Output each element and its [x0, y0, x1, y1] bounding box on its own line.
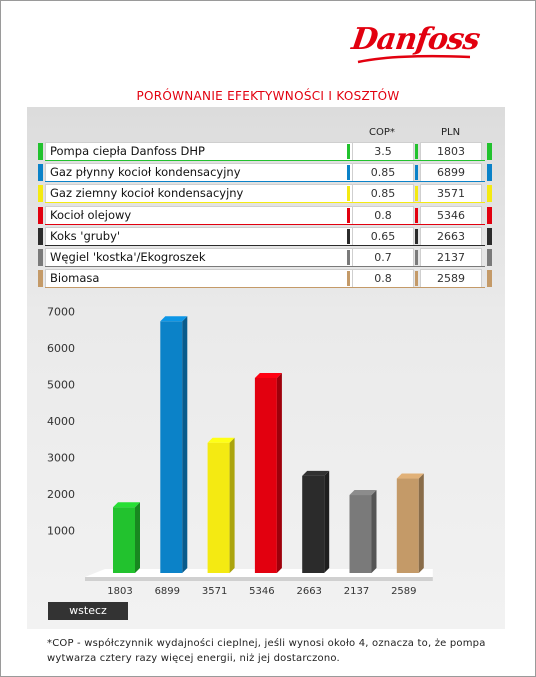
row-name: Kocioł olejowy	[50, 207, 132, 222]
y-tick-label: 4000	[47, 415, 75, 429]
row-pln-value: 2137	[437, 251, 465, 264]
row-underline	[45, 181, 485, 182]
x-tick-label: 2589	[391, 586, 417, 595]
row-color-marker	[487, 143, 492, 160]
row-color-marker	[487, 270, 492, 287]
bar-side	[324, 471, 329, 573]
row-cop-value: 0.8	[374, 208, 392, 222]
bar	[350, 495, 372, 573]
logo-swash-icon	[356, 54, 472, 64]
table-row	[36, 184, 497, 203]
bar	[160, 321, 182, 573]
x-tick-label: 3571	[201, 586, 228, 595]
row-underline	[45, 266, 485, 267]
bar-side	[135, 502, 140, 573]
bar-side	[277, 373, 282, 573]
chart-floor-edge	[85, 577, 433, 581]
row-name: Gaz ziemny kocioł kondensacyjny	[50, 186, 244, 201]
table-row	[36, 206, 497, 225]
row-name: Koks 'gruby'	[50, 228, 121, 243]
row-cop-value: 3.5	[374, 145, 392, 158]
bar	[397, 479, 419, 573]
bar-side	[230, 438, 235, 573]
table-row	[36, 163, 497, 182]
row-pln-value: 3571	[437, 187, 465, 201]
row-color-marker	[38, 185, 43, 202]
column-header-pln: PLN	[441, 127, 461, 138]
table-row	[36, 227, 497, 246]
row-color-marker	[487, 228, 492, 245]
row-color-marker	[415, 186, 418, 201]
row-name: Pompa ciepła Danfoss DHP	[50, 144, 205, 158]
row-name: Biomasa	[50, 271, 100, 286]
row-color-marker	[38, 207, 43, 224]
bar	[255, 378, 277, 573]
row-color-marker	[415, 165, 418, 180]
y-tick-label: 2000	[47, 488, 75, 502]
y-tick-label: 1000	[47, 524, 75, 538]
row-color-marker	[347, 250, 350, 265]
x-tick-label: 5346	[249, 586, 275, 595]
row-color-marker	[487, 185, 492, 202]
row-color-marker	[38, 164, 43, 181]
row-cop-value: 0.65	[370, 229, 396, 243]
back-button[interactable]: wstecz	[48, 602, 128, 620]
row-pln-value: 2589	[437, 272, 465, 286]
row-color-marker	[487, 249, 492, 266]
x-tick-label: 1803	[107, 586, 133, 595]
x-tick-label: 6899	[154, 586, 181, 595]
page-title: PORÓWNANIE EFEKTYWNOŚCI I KOSZTÓW	[136, 89, 400, 103]
row-color-marker	[347, 165, 350, 180]
row-color-marker	[347, 229, 350, 244]
row-cop-value: 0.8	[374, 272, 392, 286]
danfoss-logo: Danfoss	[349, 22, 482, 57]
row-cop-value: 0.7	[374, 251, 392, 264]
bar	[208, 443, 230, 573]
row-color-marker	[415, 229, 418, 244]
y-tick-label: 6000	[47, 342, 75, 356]
row-color-marker	[347, 271, 350, 286]
x-tick-label: 2137	[343, 586, 370, 595]
row-pln-value: 2663	[437, 229, 465, 243]
row-color-marker	[38, 249, 43, 266]
bar	[302, 476, 324, 573]
row-name: Gaz płynny kocioł kondensacyjny	[50, 165, 241, 180]
row-color-marker	[347, 186, 350, 201]
y-tick-label: 5000	[47, 378, 75, 392]
bar	[113, 507, 135, 573]
bar-side	[419, 474, 424, 573]
row-color-marker	[38, 228, 43, 245]
row-color-marker	[415, 271, 418, 286]
row-pln-value: 6899	[437, 166, 465, 180]
row-underline	[45, 224, 485, 225]
column-header-cop: COP*	[369, 127, 395, 138]
row-cop-value: 0.85	[370, 187, 396, 201]
y-tick-label: 3000	[47, 451, 75, 465]
bar-side	[372, 490, 377, 573]
row-cop-value: 0.85	[370, 166, 396, 180]
row-color-marker	[347, 208, 350, 223]
row-color-marker	[415, 144, 418, 159]
cop-footnote: *COP - współczynnik wydajności cieplnej, jeśli wynosi około 4, oznacza to, że pompa wytwarza cztery razy więcej energii, niż jej dostarczono.	[47, 638, 486, 664]
row-color-marker	[487, 164, 492, 181]
row-color-marker	[415, 250, 418, 265]
table-row	[36, 142, 497, 161]
x-tick-label: 2663	[296, 586, 322, 595]
cost-bar-chart	[27, 295, 505, 595]
row-name: Węgiel 'kostka'/Ekogroszek	[50, 250, 206, 264]
row-color-marker	[38, 143, 43, 160]
row-underline	[45, 287, 485, 288]
row-color-marker	[347, 144, 350, 159]
row-color-marker	[487, 207, 492, 224]
table-row	[36, 248, 497, 267]
row-underline	[45, 245, 485, 246]
row-color-marker	[415, 208, 418, 223]
table-row	[36, 269, 497, 288]
y-tick-label: 7000	[47, 305, 75, 319]
row-underline	[45, 160, 485, 161]
row-underline	[45, 202, 485, 203]
bar-side	[182, 316, 187, 573]
row-pln-value: 5346	[437, 208, 465, 222]
row-color-marker	[38, 270, 43, 287]
row-pln-value: 1803	[437, 145, 465, 158]
